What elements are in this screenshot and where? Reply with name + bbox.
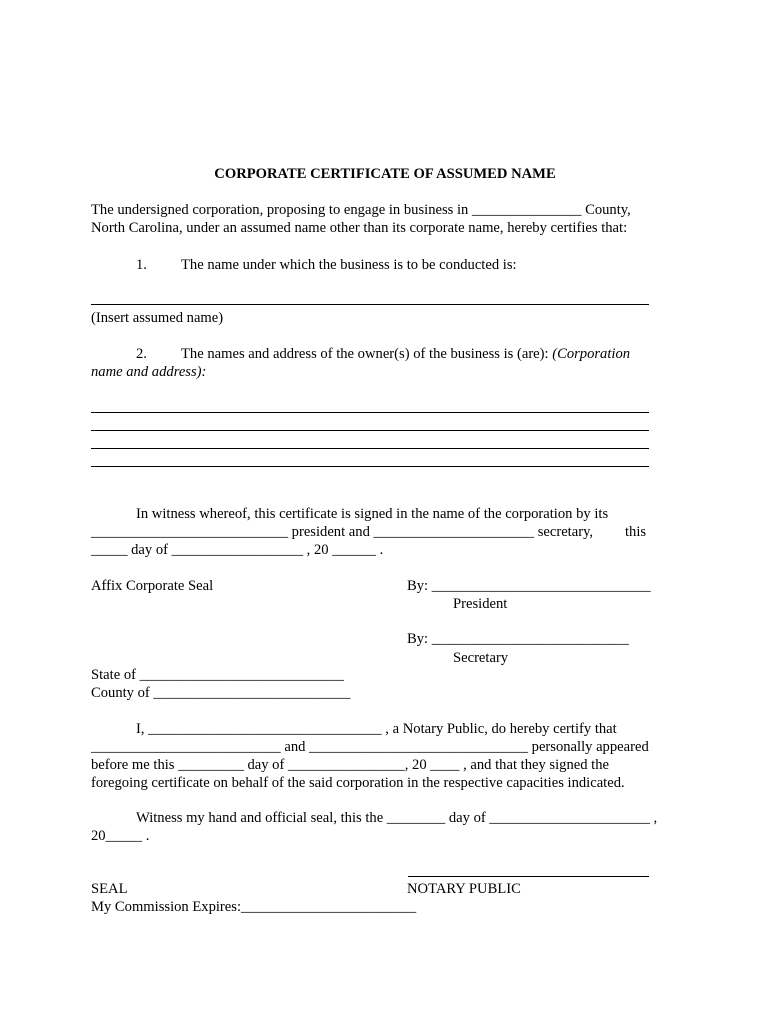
notary-signature-line — [408, 876, 649, 877]
witness-line-1: In witness whereof, this certificate is signed in the name of the corporation by its — [136, 506, 609, 522]
item-1-text: The name under which the business is to be conducted is: — [181, 257, 517, 273]
witness-line-3: _____ day of __________________ , 20 ______ . — [91, 542, 384, 558]
witness-hand-line-2: 20_____ . — [91, 828, 150, 844]
affix-seal-label: Affix Corporate Seal — [91, 578, 214, 594]
notary-cert-line-2: __________________________ and ______________________________ personally appeared — [91, 739, 649, 755]
owner-line-3 — [91, 448, 649, 449]
owner-line-4 — [91, 466, 649, 467]
seal-label: SEAL — [91, 881, 128, 897]
intro-line-2: North Carolina, under an assumed name other than its corporate name, hereby certifies that: — [91, 220, 628, 236]
item-2-number: 2. — [136, 346, 147, 362]
president-label: President — [453, 596, 508, 612]
item-2-text-italic-cont: name and address): — [91, 364, 207, 380]
item-2-text — [181, 345, 630, 363]
document-title: CORPORATE CERTIFICATE OF ASSUMED NAME — [214, 166, 556, 182]
notary-public-label: NOTARY PUBLIC — [407, 881, 521, 897]
item-2-text-italic: (Corporation — [552, 346, 631, 362]
state-of-line: State of ____________________________ — [91, 667, 344, 683]
owner-line-2 — [91, 430, 649, 431]
secretary-label: Secretary — [453, 650, 509, 666]
county-of-line: County of ___________________________ — [91, 685, 351, 701]
item-1-number: 1. — [136, 257, 147, 273]
notary-cert-line-4: foregoing certificate on behalf of the said corporation in the respective capacities indicated. — [91, 775, 625, 791]
secretary-signature-line: By: ___________________________ — [407, 631, 629, 647]
witness-hand-line-1: Witness my hand and official seal, this the ________ day of ______________________ , — [136, 810, 658, 826]
item-2-text-cont — [91, 363, 206, 381]
notary-cert-line-3: before me this _________ day of ________________, 20 ____ , and that they signed the — [91, 757, 609, 773]
president-signature-line: By: ______________________________ — [407, 578, 651, 594]
assumed-name-caption: (Insert assumed name) — [91, 310, 224, 326]
commission-expires-line: My Commission Expires:________________________ — [91, 899, 417, 915]
owner-line-1 — [91, 412, 649, 413]
witness-line-2-end: this — [625, 524, 647, 540]
intro-line-1: The undersigned corporation, proposing to engage in business in _______________ County, — [91, 202, 631, 218]
notary-cert-line-1: I, ________________________________ , a Notary Public, do hereby certify that — [136, 721, 617, 737]
witness-line-2: ___________________________ president and ______________________ secretary, — [91, 524, 594, 540]
assumed-name-line — [91, 304, 649, 305]
item-2-text-plain: The names and address of the owner(s) of the business is (are): — [181, 346, 553, 362]
